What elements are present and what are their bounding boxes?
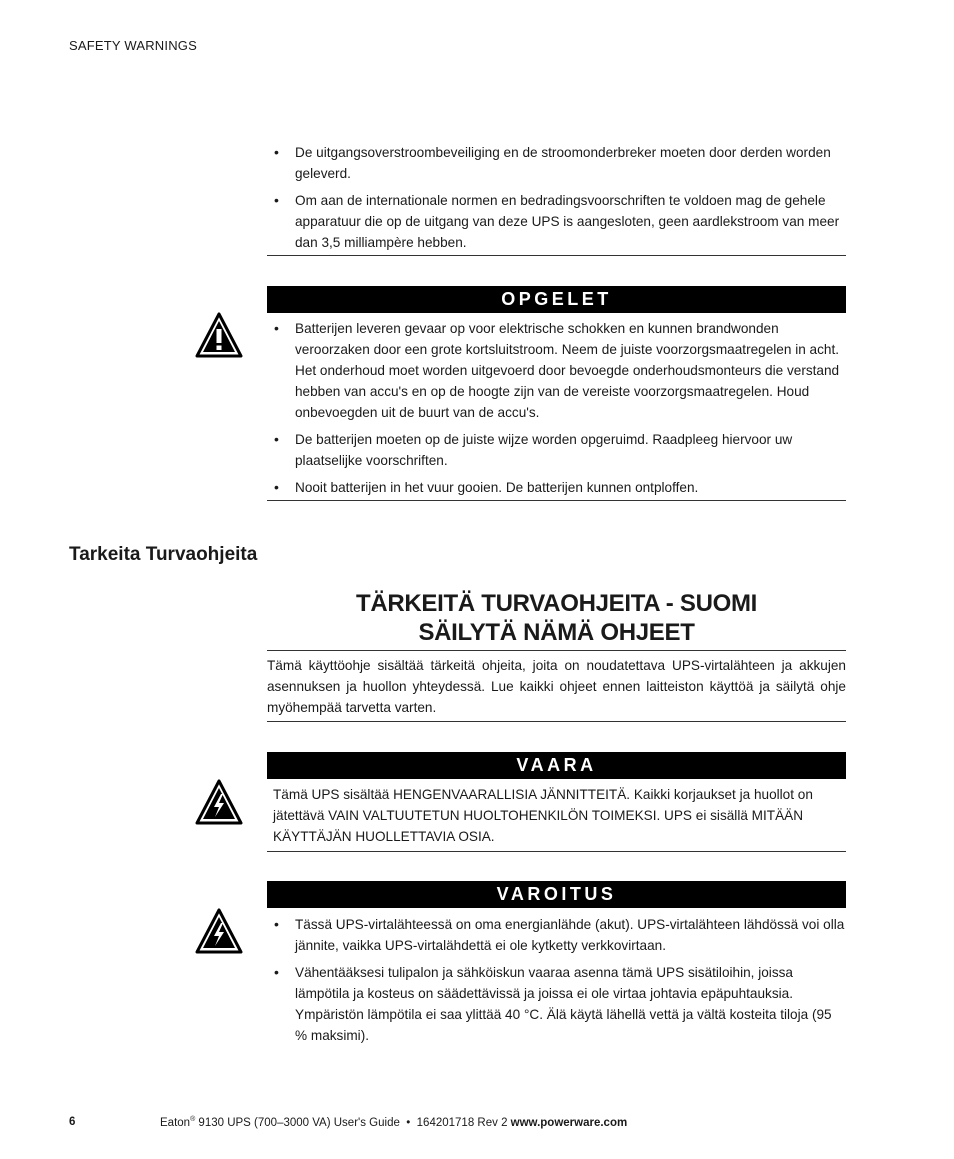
footer-guide: 9130 UPS (700–3000 VA) User's Guide • 164201718 Rev 2 (195, 1116, 511, 1129)
divider (267, 650, 846, 651)
divider (267, 851, 846, 852)
divider (267, 500, 846, 501)
page-number: 6 (69, 1116, 76, 1128)
footer-text (160, 1116, 627, 1129)
lightning-warning-icon (195, 908, 243, 959)
divider (267, 255, 846, 256)
intro-bullet-list (267, 142, 846, 259)
list-item: • Tässä UPS-virtalähteessä on oma energianlähde (akut). UPS-virtalähteen lähdössä voi olla jännite, vaikka UPS-virtalähdettä ei ole kytketty verkkovirtaan. (267, 914, 846, 956)
registered-mark: ® (190, 1116, 196, 1123)
page-title (267, 589, 846, 647)
list-item: • De batterijen moeten op de juiste wijze worden opgeruimd. Raadpleeg hiervoor uw plaatselijke voorschriften. (267, 429, 846, 471)
lightning-warning-icon (195, 779, 243, 830)
footer-brand: Eaton (160, 1116, 191, 1129)
list-item: • Om aan de internationale normen en bedradingsvoorschriften te voldoen mag de gehele apparatuur die op de uitgang van deze UPS is aangesloten, geen aardlekstroom van meer dan 3,5 milliampère hebben. (267, 190, 846, 253)
list-item: • Batterijen leveren gevaar op voor elektrische schokken en kunnen brandwonden veroorzaken door een grote kortsluitstroom. Neem de juiste voorzorgsmaatregelen in acht. Het onderhoud moet worden uitgevoerd door bevoegde onderhoudsmonteurs die verstand hebben van accu's en op de hoogte zijn van de vereiste voorzorgsmaatregelen. Houd onbevoegden uit de buurt van de accu's. (267, 318, 846, 423)
title-line: TÄRKEITÄ TURVAOHJEITA - SUOMI (355, 590, 758, 617)
vaara-banner: VAARA (267, 752, 846, 779)
list-item: • Vähentääksesi tulipalon ja sähköiskun vaaraa asenna tämä UPS sisätiloihin, joissa lämpötila ja kosteus on säädettävissä ja joissa ei ole virtaa johtavia epäpuhtauksia. Ympäristön lämpötila ei saa ylittää 40 °C. Älä käytä lähellä vettä ja vältä kosteita tiloja (95 % maksimi). (267, 962, 846, 1046)
title-line: SÄILYTÄ NÄMÄ OHJEET (418, 619, 695, 646)
vaara-text: Tämä UPS sisältää HENGENVAARALLISIA JÄNNITTEITÄ. Kaikki korjaukset ja huollot on jätettävä VAIN VALTUUTETUN HUOLTOHENKILÖN TOIMEKSI. UPS ei sisällä MITÄÄN KÄYTTÄJÄN HUOLLETTAVIA OSIA. (273, 787, 813, 844)
footer-url: www.powerware.com (510, 1116, 628, 1129)
running-header: SAFETY WARNINGS (69, 38, 197, 53)
varoitus-bullet-list (267, 914, 846, 1052)
exclamation-warning-icon (195, 312, 243, 363)
list-item: • De uitgangsoverstroombeveiliging en de stroomonderbreker moeten door derden worden geleverd. (267, 142, 846, 184)
divider (267, 721, 846, 722)
list-item: • Nooit batterijen in het vuur gooien. De batterijen kunnen ontploffen. (267, 477, 846, 498)
section-heading: Tarkeita Turvaohjeita (69, 544, 258, 565)
intro-paragraph: Tämä käyttöohje sisältää tärkeitä ohjeita, joita on noudatettava UPS-virtalähteen ja akkujen asennuksen ja huollon yhteydessä. Lue kaikki ohjeet ennen laitteiston käyttöä ja säilytä ohje myöhempää tarvetta varten. (267, 658, 846, 715)
opgelet-bullet-list (267, 318, 846, 504)
varoitus-banner: VAROITUS (267, 881, 846, 908)
opgelet-banner: OPGELET (267, 286, 846, 313)
